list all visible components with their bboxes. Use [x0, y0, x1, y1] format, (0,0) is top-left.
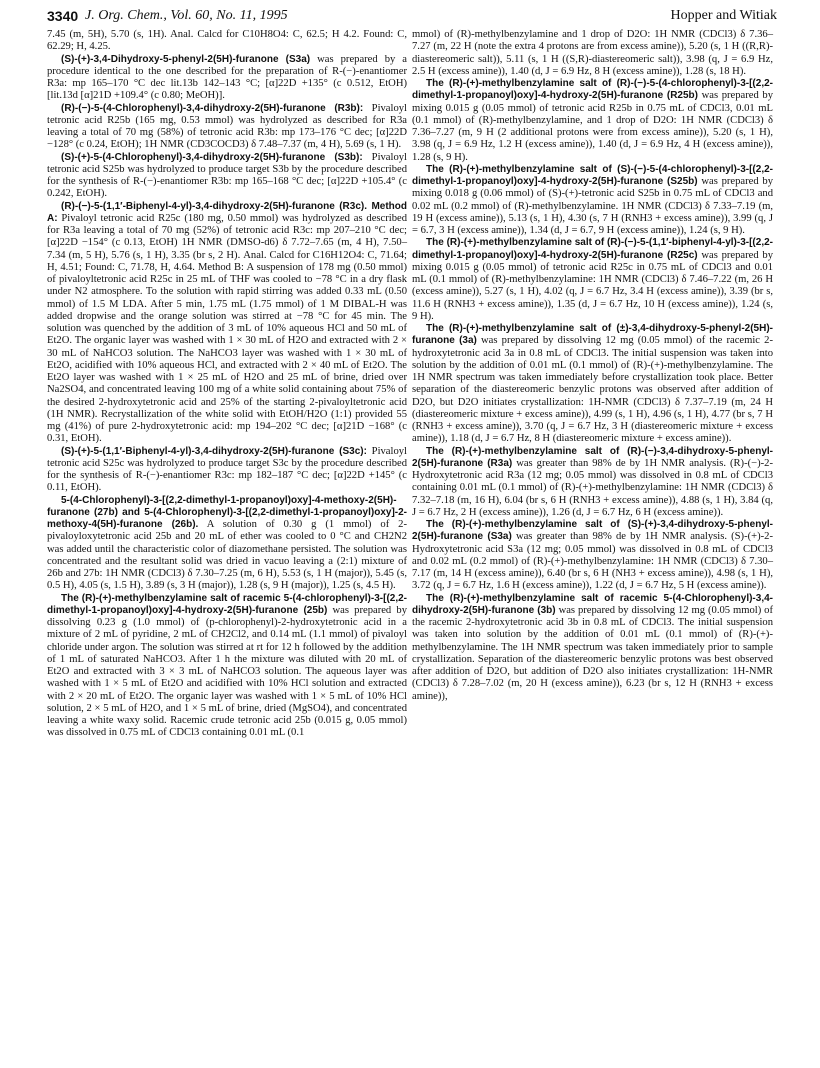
paragraph-body: was prepared by dissolving 12 mg (0.05 mmol) of the racemic 2-hydroxytetronic acid 3a in 0.8 mL of CDCl3. The initial suspension was taken into solution by the addition of 0.01 mL (0.1 mmol) of (R)-(+)-methylbenzylamine. The 1H NMR spectrum was taken immediately before crystallization took place. Better separation of the diastereomeric benzylic protons was observed after addition of D2O, but D2O initiates crystallization: 1H-NMR (CDCl3) δ 7.37–7.19 (m, 24 H (diastereomeric mixture + excess amine)), 4.99 (s, 1 H), 4.96 (s, 1 H), 4.77 (br s, 7 H (RNH3 + excess amine)), 3.70 (q, J = 6.7 Hz, 3 H (diastereomeric mixture + excess amine)), 1.18 (d, J = 6.7 Hz, 8 H (diastereomeric mixture + excess amine)). [412, 335, 773, 445]
paragraph-body: 7.45 (m, 5H), 5.70 (s, 1H). Anal. Calcd for C10H8O4: C, 62.5; H 4.2. Found: C, 62.29; H, 4.25. [47, 29, 407, 53]
compound-heading: The (R)-(+)-methylbenzylamine salt of (±)-3,4-dihydroxy-5-phenyl-2(5H)-furanone (3a) [412, 323, 773, 347]
experimental-paragraph [47, 201, 407, 446]
compound-heading: The (R)-(+)-methylbenzylamine salt of (S)-(+)-3,4-dihydroxy-5-phenyl-2(5H)-furanone (S3a) [412, 519, 773, 543]
experimental-paragraph [47, 103, 407, 152]
page-header [47, 8, 777, 30]
compound-heading: The (R)-(+)-methylbenzylamine salt of racemic 5-(4-chlorophenyl)-3-[(2,2-dimethyl-1-propanoyl)oxy]-4-hydroxy-2(5H)-furanone (25b) [47, 592, 407, 616]
experimental-paragraph [47, 495, 407, 593]
paragraph-continued [47, 29, 407, 54]
compound-heading: (R)-(−)-5-(1,1′-Biphenyl-4-yl)-3,4-dihydroxy-2(5H)-furanone (R3c). Method A: [47, 200, 407, 224]
experimental-paragraph [412, 237, 773, 323]
experimental-paragraph [47, 446, 407, 495]
experimental-paragraph [412, 446, 773, 520]
experimental-paragraph [47, 152, 407, 201]
compound-heading: The (R)-(+)-methylbenzylamine salt of (R)-(−)-5-(1,1′-biphenyl-4-yl)-3-[(2,2-dimethyl-1-propanoyl)oxy]-4-hydroxy-2(5H)-furanone (R25c) [412, 237, 773, 261]
compound-heading: (S)-(+)-3,4-Dihydroxy-5-phenyl-2(5H)-furanone (S3a) [61, 53, 311, 65]
left-column [47, 29, 407, 740]
journal-citation: J. Org. Chem., Vol. 60, No. 11, 1995 [85, 8, 288, 23]
paragraph-body: Pivaloyl tetronic acid S25c was hydrolyzed to produce target S3c by the procedure described for the synthesis of R-(−)-enantiomer R3c: mp 182–187 °C dec; [α]22D +145° (c 0.11, EtOH). [47, 445, 407, 494]
paragraph-body: was greater than 98% de by 1H NMR analysis. (R)-(−)-2-Hydroxytetronic acid R3a (12 mg; 0.05 mmol) was dissolved in 0.8 mL of CDCl3 containing 0.01 mL (0.1 mmol) of (R)-(+)-methylbenzylamine: 1H NMR (CDCl3) δ 7.32–7.18 (m, 16 H), 6.04 (br s, 6 H (RNH3 + excess amine)), 4.88 (s, 1 H), 3.84 (q, J = 6.7 Hz, 2 H (excess amine)), 1.26 (d, J = 6.7 Hz, 6 H (excess amine)). [412, 457, 773, 518]
paragraph-body: was greater than 98% de by 1H NMR analysis. (S)-(+)-2-Hydroxytetronic acid S3a (12 mg; 0.05 mmol) was dissolved in 0.8 mL of CDCl3 and 0.02 mL (0.2 mmol) of (R)-(+)-methylbenzylamine: 1H NMR (CDCl3) δ 7.30–7.17 (m, 14 H (excess amine)), 6.40 (br s, 6 H (NH3 + excess amine)), 4.98 (s, 1 H), 3.72 (q, J = 6.7 Hz, 1.6 H (excess amine)), 1.22 (d, J = 6.7 Hz, 5 H (excess amine)). [412, 531, 773, 592]
paragraph-body: was prepared by dissolving 12 mg (0.05 mmol) of the racemic 2-hydroxytetronic acid 3b in 0.8 mL of CDCl3. The initial suspension was taken into solution by the addition of 0.01 mL (0.1 mmol) of (R)-(+)-methylbenzylamine. The 1H NMR spectrum was taken immediately prior to sample crystallization. Separation of the diastereomeric benzylic protons was best observed after addition of D2O, but addition of D2O also initiates crystallization: 1H-NMR (CDCl3) δ 7.28–7.02 (m, 20 H (excess amine)), 6.23 (br s, 12 H (RNH3 + excess amine)), [412, 604, 774, 702]
paragraph-body: was prepared by a procedure identical to the one described for the preparation of R-(−)-enantiomer R3a: mp 165–170 °C dec lit.13b 142–143 °C; [α]22D +135° (c 0.512, EtOH) [lit.13d [α]21D +109.4° (c 0.80; MeOH)]. [47, 53, 408, 102]
experimental-paragraph [412, 519, 773, 593]
paragraph-continued [412, 29, 773, 78]
paragraph-body: Pivaloyl tetronic acid S25b was hydrolyzed to produce target S3b by the procedure described for the synthesis of R-(−)-enantiomer R3b: mp 165–168 °C dec; [α]22D +105.4° (c 0.242, EtOH). [47, 151, 407, 200]
paragraph-body: A solution of 0.30 g (1 mmol) of 2-pivaloyloxytetronic acid 25b and 20 mL of ether was cooled to 0 °C and CH2N2 was added until the characteristic color of diazomethane persisted. The solution was concentrated and the resultant solid was dried in vacuo leaving a (2:1) mixture of 26b and 27b: 1H NMR (CDCl3) δ 7.30–7.25 (m, 6 H), 5.53 (s, 1 H (major)), 5.45 (s, 0.5 H), 4.05 (s, 1.5 H), 3.89 (s, 3 H (major)), 1.28 (s, 9 H (major)), 1.25 (s, 4.5 H). [47, 519, 408, 592]
paragraph-body: Pivaloyl tetronic acid R25b (165 mg, 0.53 mmol) was hydrolyzed as described for R3a leaving a total of 70 mg (58%) of tetronic acid R3b: mp 173–176 °C dec; [α]22D −128° (c 0.24, EtOH); 1H NMR (CD3COCD3) δ 7.48–7.37 (m, 4 H), 5.69 (s, 1 H). [47, 102, 407, 151]
paragraph-body: was prepared by mixing 0.015 g (0.05 mmol) of tetronic acid R25c in 0.75 mL of CDCl3 and 0.01 mL (0.1 mmol) of (R)-methylbenzylamine: 1H NMR (CDCl3) δ 7.46–7.22 (m, 26 H (excess amine)), 5.27 (s, 1 H), 4.02 (q, J = 6.7 Hz, 3.4 H (excess amine)), 3.39 (br s, 11.6 H (RNH3 + excess amine)), 1.35 (d, J = 6.7 Hz, 10 H (excess amine)), 1.24 (s, 9 H). [412, 249, 773, 322]
right-column [412, 29, 773, 703]
compound-heading: The (R)-(+)-methylbenzylamine salt of (R)-(−)-5-(4-chlorophenyl)-3-[(2,2-dimethyl-1-propanoyl)oxy]-4-hydroxy-2(5H)-furanone (R25b) [412, 78, 773, 102]
experimental-paragraph [47, 54, 407, 103]
paragraph-body: was prepared by mixing 0.018 g (0.06 mmol) of (S)-(+)-tetronic acid S25b in 0.75 mL of CDCl3 and 0.02 mL (0.2 mmol) of (R)-methylbenzylamine. 1H NMR (CDCl3) δ 7.33–7.19 (m, 19 H (excess amine)), 5.13 (s, 1 H), 4.30 (s, 7 H (RNH3 + excess amine)), 3.99 (q, J = 6.7, 3 H (excess amine)), 1.34 (d, J = 6.7, 9 H (excess amine)), 1.24 (s, 9 H). [412, 176, 773, 236]
compound-heading: (S)-(+)-5-(4-Chlorophenyl)-3,4-dihydroxy-2(5H)-furanone (S3b): [61, 151, 363, 163]
experimental-paragraph [412, 164, 773, 238]
compound-heading: The (R)-(+)-methylbenzylamine salt of racemic 5-(4-Chlorophenyl)-3,4-dihydroxy-2(5H)-furanone (3b) [412, 592, 773, 616]
experimental-paragraph [412, 323, 773, 446]
experimental-paragraph [47, 593, 407, 740]
experimental-paragraph [412, 593, 773, 703]
page-number: 3340 [47, 8, 79, 24]
paragraph-body: Pivaloyl tetronic acid R25c (180 mg, 0.50 mmol) was hydrolyzed as described for R3a leaving a total of 70 mg (52%) of tetronic acid R3c: mp 207–210 °C dec; [α]22D −154° (c 0.13, EtOH) 1H NMR (DMSO-d6) δ 7.72–7.65 (m, 4 H), 7.50–7.34 (m, 5 H), 5.76 (s, 1 H), 3.35 (br s, 2 H). Anal. Calcd for C16H12O4: C, 71.64; H, 4.51; Found: C, 71.78, H, 4.64. Method B: A suspension of 178 mg (0.50 mmol) of pivaloyltetronic acid R25c in 25 mL of THF was cooled to −78 °C in a dry flask under N2 atmosphere. To the solution with rapid stirring was added 0.33 mL (0.50 mmol) of 1.5 M LDA. After 5 min, 1.75 mL (1.75 mmol) of 1 M DIBAL-H was added dropwise and the orange solution was stirred at −78 °C for 45 min. The solution was quenched by the addition of 3 mL of 10% aqueous HCl and 50 mL of Et2O. The organic layer was washed with 1 × 30 mL of H2O and extracted with 2 × 30 mL of NaHCO3 solution. The NaHCO3 layer was washed with 1 × 30 mL of Et2O, acidified with 10% aqueous HCl, and extracted with 2 × 40 mL of Et2O. The Et2O layer was washed with 1 × 25 mL of H2O and 25 mL of brine, dried over Na2SO4, and concentrated leaving 100 mg of a white solid containing about 75% of the desired 2-hydroxytetronic acid and 25% of the starting 2-pivaloyltetronic acid (1H NMR). Recrystallization of the white solid with EtOH/H2O (1:1) provided 55 mg (41%) of pure 2-hydroxytetronic acid: mp 194–202 °C dec; [α]21D −168° (c 0.31, EtOH). [47, 212, 407, 445]
compound-heading: The (R)-(+)-methylbenzylamine salt of (R)-(−)-3,4-dihydroxy-5-phenyl-2(5H)-furanone (R3a) [412, 445, 773, 469]
running-authors: Hopper and Witiak [670, 8, 777, 23]
experimental-paragraph [412, 78, 773, 164]
paragraph-body: was prepared by dissolving 0.23 g (1.0 mmol) of (p-chlorophenyl)-2-hydroxytetronic acid in a mixture of 2 mL of pyridine, 2 mL of CH2Cl2, and 0.14 mL (1.1 mmol) of pivaloyl chloride under argon. The solution was stirred at rt for 12 h followed by the addition of 1 mL of saturated NaHCO3. After 1 h the mixture was diluted with 20 mL of Et2O and extracted with 3 × 3 mL of NaHCO3 solution. The aqueous layer was washed with 1 × 5 mL of Et2O and acidified with 10% HCl solution and extracted with 2 × 20 mL of Et2O. The organic layer was washed with 1 × 5 mL of 10% HCl solution, 2 × 5 mL of H2O, and 1 × 5 mL of brine, dried (MgSO4), and concentrated leaving a white waxy solid. Racemic crude tetronic acid 25b (0.015 g, 0.05 mmol) was dissolved in 0.75 mL of CDCl3 containing 0.01 mL (0.1 [47, 604, 407, 739]
compound-heading: (S)-(+)-5-(1,1′-Biphenyl-4-yl)-3,4-dihydroxy-2(5H)-furanone (S3c): [61, 445, 367, 457]
paragraph-body: mmol) of (R)-methylbenzylamine and 1 drop of D2O: 1H NMR (CDCl3) δ 7.36–7.27 (m, 22 H (note the extra 4 protons are from excess amine)), 5.20 (s, 1 H ((R,R)-diastereomeric salt)), 5.11 (s, 1 H ((S,R)-diastereomeric salt)), 3.98 (q, J = 6.9 Hz, 2.5 H (excess amine)), 1.40 (d, J = 6.9 Hz, 8 H (excess amine)), 1.28 (s, 18 H). [412, 29, 773, 77]
compound-heading: The (R)-(+)-methylbenzylamine salt of (S)-(−)-5-(4-chlorophenyl)-3-[(2,2-dimethyl-1-propanoyl)oxy]-4-hydroxy-2(5H)-furanone (S25b) [412, 163, 773, 187]
compound-heading: (R)-(−)-5-(4-Chlorophenyl)-3,4-dihydroxy-2(5H)-furanone (R3b): [61, 102, 364, 114]
paragraph-body: was prepared by mixing 0.015 g (0.05 mmol) of tetronic acid R25b in 0.75 mL of CDCl3, 0.01 mL (0.1 mmol) of (R)-methylbenzylamine, and 1 drop of D2O: 1H NMR (CDCl3) δ 7.36–7.27 (m, 9 H (2 additional protons were from excess amine)), 5.20 (s, 1 H), 3.98 (q, J = 6.9 Hz, 1.2 H (excess amine)), 1.40 (d, J = 6.9 Hz, 4 H (excess amine)), 1.28 (s, 9 H). [412, 90, 773, 163]
compound-heading: 5-(4-Chlorophenyl)-3-[(2,2-dimethyl-1-propanoyl)oxy]-4-methoxy-2(5H)-furanone (27b) and 5-(4-Chlorophenyl)-3-[(2,2-dimethyl-1-propanoyl)oxy]-2-methoxy-4(5H)-furanone (26b). [47, 494, 407, 530]
